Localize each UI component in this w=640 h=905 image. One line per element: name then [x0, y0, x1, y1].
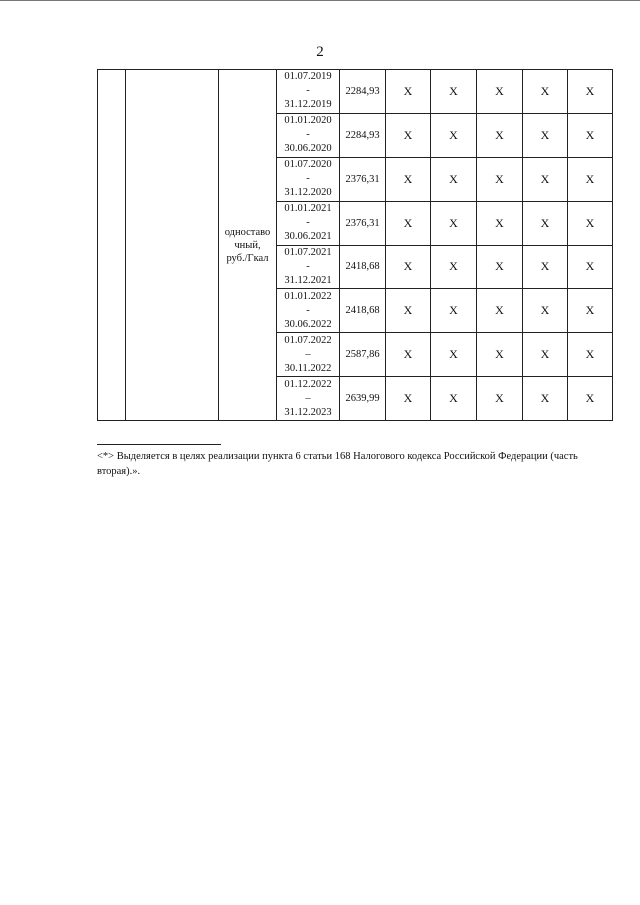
unit-label-line: чный,: [234, 239, 261, 251]
period-line: 30.11.2022: [284, 362, 332, 374]
x-mark-cell: Х: [386, 113, 431, 157]
x-mark-cell: Х: [568, 201, 613, 245]
x-mark-cell: Х: [568, 333, 613, 377]
period-line: -: [306, 85, 310, 97]
period-line: 01.01.2022: [284, 290, 332, 302]
unit-label-line: руб./Гкал: [226, 252, 269, 264]
x-mark-cell: Х: [568, 157, 613, 201]
x-mark-cell: Х: [431, 377, 477, 421]
blank-col-1: [98, 70, 126, 421]
period-line: 30.06.2020: [284, 143, 332, 155]
tariff-value-cell: 2418,68: [340, 289, 386, 333]
period-cell: [277, 377, 340, 421]
period-line: 01.01.2021: [284, 203, 332, 215]
period-line: 01.01.2020: [284, 115, 332, 127]
period-line: 01.07.2020: [284, 159, 332, 171]
page-number: 2: [316, 44, 324, 60]
x-mark-cell: Х: [523, 157, 568, 201]
x-mark-cell: Х: [477, 113, 523, 157]
x-mark-cell: Х: [523, 245, 568, 289]
period-line: 30.06.2021: [284, 231, 332, 243]
x-mark-cell: Х: [477, 245, 523, 289]
x-mark-cell: Х: [568, 245, 613, 289]
tariff-value-cell: 2418,68: [340, 245, 386, 289]
x-mark-cell: Х: [523, 289, 568, 333]
x-mark-cell: Х: [431, 157, 477, 201]
footnote-separator: [97, 444, 221, 445]
period-cell: [277, 70, 340, 114]
x-mark-cell: Х: [523, 377, 568, 421]
period-line: -: [306, 217, 310, 229]
period-line: -: [306, 173, 310, 185]
period-line: -: [306, 260, 310, 272]
x-mark-cell: Х: [386, 377, 431, 421]
x-mark-cell: Х: [477, 333, 523, 377]
period-line: -: [306, 129, 310, 141]
x-mark-cell: Х: [386, 70, 431, 114]
tariff-value-cell: 2376,31: [340, 201, 386, 245]
period-line: 31.12.2021: [284, 274, 332, 286]
unit-cell: [219, 70, 277, 421]
x-mark-cell: Х: [431, 113, 477, 157]
tariff-value-cell: 2284,93: [340, 113, 386, 157]
footnote: <*> Выделяется в целях реализации пункта 6 статьи 168 Налогового кодекса Российской Федерации (часть вторая).».: [97, 451, 578, 477]
period-line: 01.07.2019: [284, 71, 332, 83]
unit-label-line: одноставо: [224, 226, 271, 238]
period-line: 30.06.2022: [284, 318, 332, 330]
tariff-table: [97, 69, 613, 421]
x-mark-cell: Х: [477, 377, 523, 421]
x-mark-cell: Х: [568, 113, 613, 157]
x-mark-cell: Х: [568, 377, 613, 421]
x-mark-cell: Х: [477, 201, 523, 245]
period-line: –: [305, 348, 311, 360]
x-mark-cell: Х: [477, 289, 523, 333]
x-mark-cell: Х: [523, 70, 568, 114]
period-cell: [277, 245, 340, 289]
page-top-edge: [0, 0, 640, 1]
period-line: -: [306, 304, 310, 316]
x-mark-cell: Х: [431, 245, 477, 289]
x-mark-cell: Х: [386, 333, 431, 377]
period-line: 31.12.2020: [284, 187, 332, 199]
period-cell: [277, 333, 340, 377]
x-mark-cell: Х: [386, 289, 431, 333]
period-cell: [277, 201, 340, 245]
blank-col-2: [126, 70, 219, 421]
period-line: 31.12.2019: [284, 99, 332, 111]
period-line: 01.07.2021: [284, 246, 332, 258]
period-cell: [277, 113, 340, 157]
period-line: 01.12.2022: [284, 378, 332, 390]
period-line: 31.12.2023: [284, 406, 332, 418]
x-mark-cell: Х: [431, 70, 477, 114]
x-mark-cell: Х: [386, 245, 431, 289]
period-line: 01.07.2022: [284, 334, 332, 346]
x-mark-cell: Х: [386, 201, 431, 245]
table-row: [98, 70, 613, 114]
x-mark-cell: Х: [523, 201, 568, 245]
x-mark-cell: Х: [431, 333, 477, 377]
tariff-value-cell: 2587,86: [340, 333, 386, 377]
x-mark-cell: Х: [568, 70, 613, 114]
x-mark-cell: Х: [431, 201, 477, 245]
tariff-value-cell: 2639,99: [340, 377, 386, 421]
x-mark-cell: Х: [477, 70, 523, 114]
x-mark-cell: Х: [568, 289, 613, 333]
x-mark-cell: Х: [477, 157, 523, 201]
x-mark-cell: Х: [386, 157, 431, 201]
period-cell: [277, 289, 340, 333]
period-cell: [277, 157, 340, 201]
x-mark-cell: Х: [523, 333, 568, 377]
tariff-value-cell: 2376,31: [340, 157, 386, 201]
tariff-value-cell: 2284,93: [340, 70, 386, 114]
x-mark-cell: Х: [431, 289, 477, 333]
x-mark-cell: Х: [523, 113, 568, 157]
period-line: –: [305, 392, 311, 404]
